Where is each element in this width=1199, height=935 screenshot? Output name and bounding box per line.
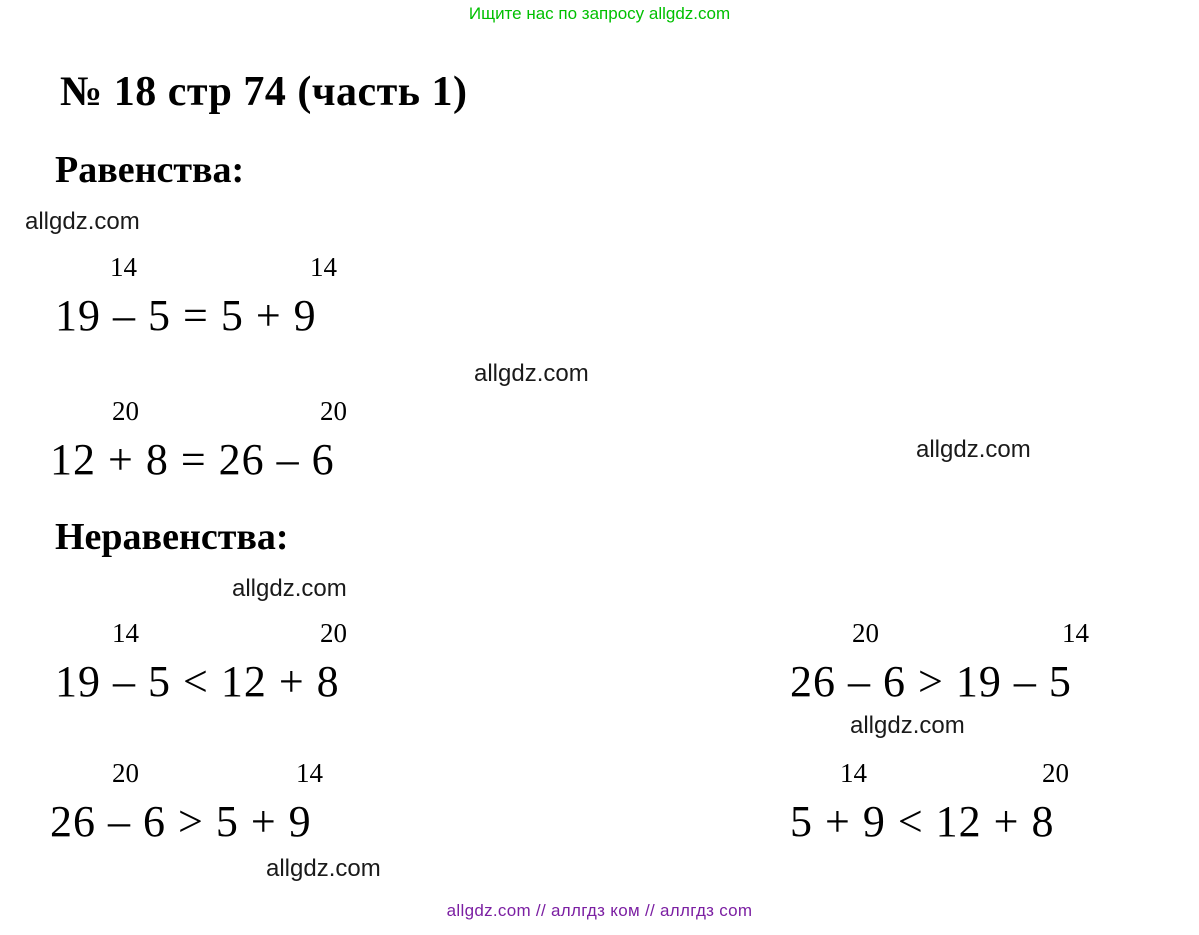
annotation-eq2-right: 20 — [320, 396, 347, 426]
watermark-5: allgdz.com — [850, 712, 965, 739]
inequality-expression-4: 5 + 9 < 12 + 8 — [790, 797, 1055, 846]
inequality-expression-2: 26 – 6 > 19 – 5 — [790, 657, 1072, 706]
annotation-ineq2-right: 14 — [1062, 618, 1089, 648]
annotation-ineq1-right: 20 — [320, 618, 347, 648]
page-title: № 18 стр 74 (часть 1) — [60, 69, 468, 115]
equality-expression-1: 19 – 5 = 5 + 9 — [55, 291, 317, 340]
inequality-expression-3: 26 – 6 > 5 + 9 — [50, 797, 312, 846]
watermark-3: allgdz.com — [916, 436, 1031, 463]
section-heading-inequalities: Неравенства: — [55, 516, 289, 558]
watermark-2: allgdz.com — [474, 360, 589, 387]
annotation-eq2-left: 20 — [112, 396, 139, 426]
annotation-eq1-left: 14 — [110, 252, 137, 282]
watermark-6: allgdz.com — [266, 855, 381, 882]
annotation-ineq3-right: 14 — [296, 758, 323, 788]
top-banner-text: Ищите нас по запросу allgdz.com — [468, 4, 731, 23]
annotation-ineq4-right: 20 — [1042, 758, 1069, 788]
annotation-eq1-right: 14 — [310, 252, 337, 282]
footer-text: allgdz.com // аллгдз ком // аллгдз com — [446, 901, 753, 920]
inequality-expression-1: 19 – 5 < 12 + 8 — [55, 657, 340, 706]
annotation-ineq1-left: 14 — [112, 618, 139, 648]
section-heading-equalities: Равенства: — [55, 149, 245, 191]
annotation-ineq3-left: 20 — [112, 758, 139, 788]
equality-expression-2: 12 + 8 = 26 – 6 — [50, 435, 335, 484]
annotation-ineq4-left: 14 — [840, 758, 867, 788]
annotation-ineq2-left: 20 — [852, 618, 879, 648]
watermark-4: allgdz.com — [232, 575, 347, 602]
watermark-1: allgdz.com — [25, 208, 140, 235]
